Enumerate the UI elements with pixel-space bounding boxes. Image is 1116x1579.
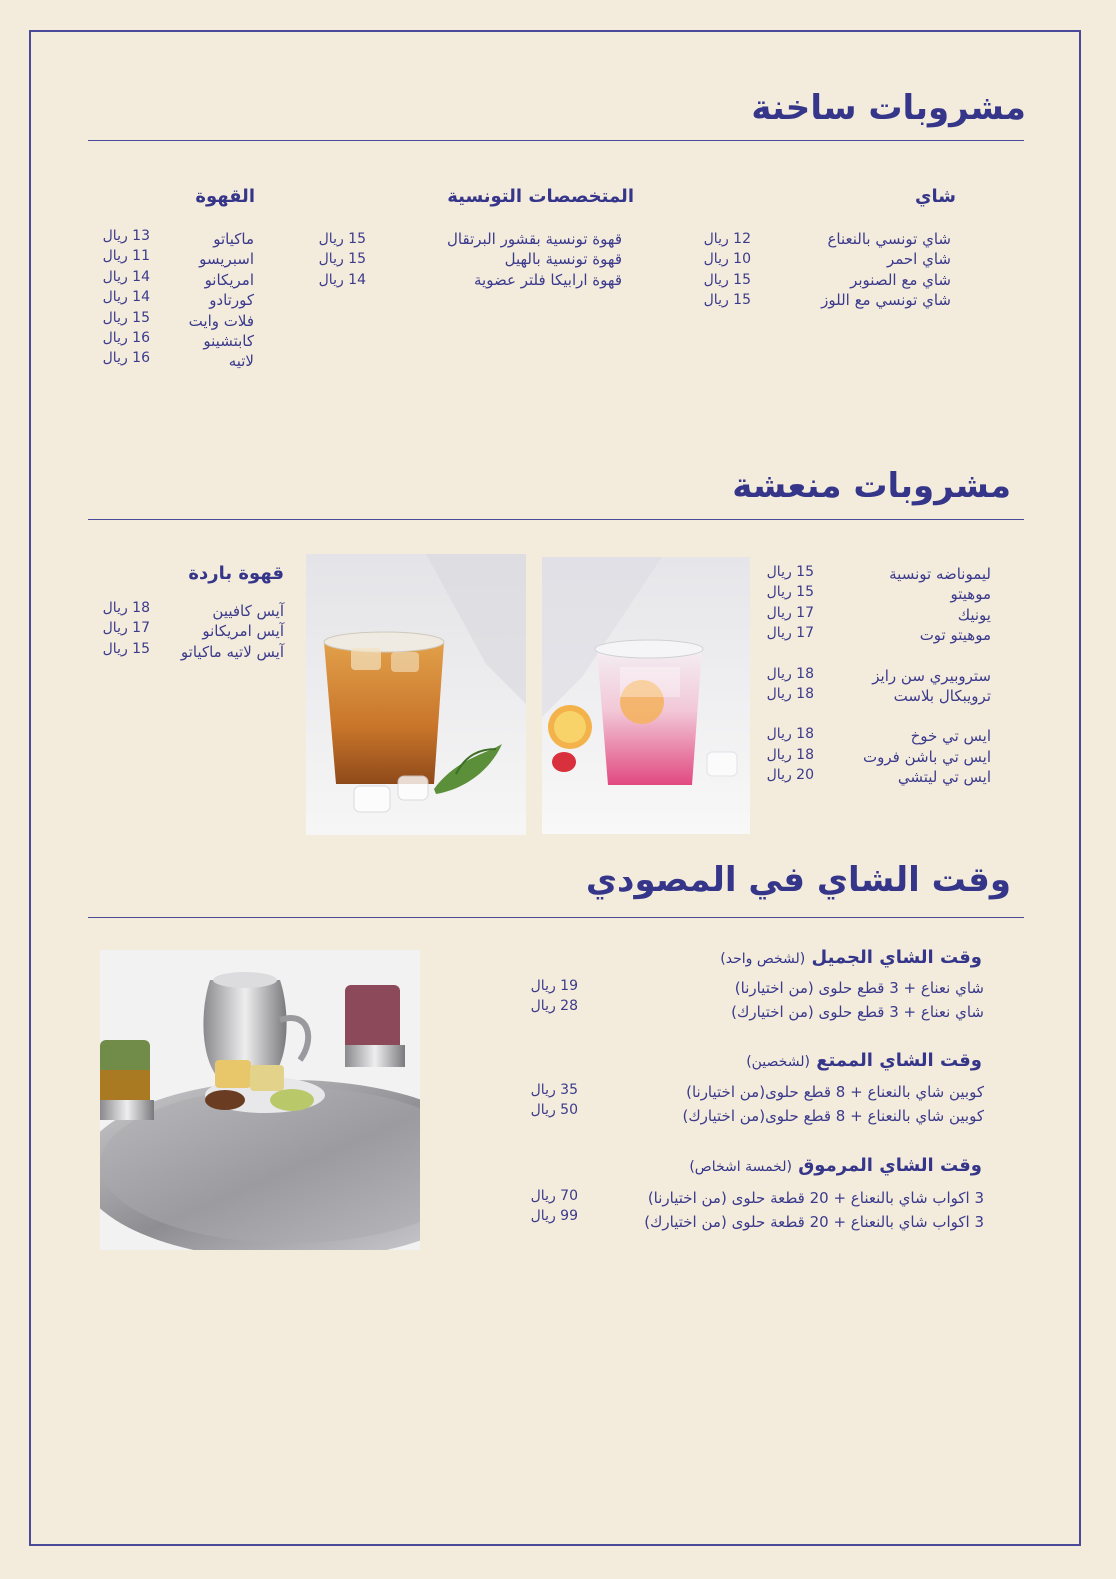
refreshing-item-names	[863, 564, 991, 788]
menu-item-name: ليموناضه تونسية	[889, 565, 991, 583]
menu-item-name: ايس تي ليتشي	[897, 768, 991, 787]
hot-drinks-rule	[88, 140, 1024, 141]
package-subtitle: (لشخصين)	[746, 1054, 810, 1070]
package-2-item-names	[682, 1082, 984, 1130]
menu-item-name: كابتشينو	[203, 331, 254, 350]
menu-item-price: 18 ريال	[766, 726, 814, 743]
package-3-item-prices	[531, 1186, 578, 1227]
menu-item-name: 3 اكواب شاي بالنعناع + 20 قطعة حلوى (من اختيارنا)	[647, 1189, 984, 1207]
menu-item-price: 16 ريال	[102, 329, 150, 346]
menu-item-price: 16 ريال	[102, 350, 150, 367]
iced-coffee-item-names	[181, 601, 284, 662]
menu-item-name: آيس امريكانو	[202, 622, 284, 641]
tea-category-title: شاي	[915, 186, 956, 207]
menu-item-name: ترويبكال بلاست	[893, 686, 991, 705]
tea-time-rule	[88, 917, 1024, 918]
tea-time-title: وقت الشاي في المصودي	[585, 860, 1011, 900]
menu-item-name: اسبريسو	[199, 250, 254, 269]
menu-item-price: 14 ريال	[102, 268, 150, 285]
menu-item-name: شاي احمر	[886, 250, 951, 269]
tea-set-photo	[100, 950, 420, 1250]
menu-item-price: 15 ريال	[703, 271, 751, 288]
package-2-title	[746, 1050, 982, 1071]
menu-item-price: 14 ريال	[318, 271, 366, 288]
menu-item-name: كورتادو	[209, 291, 254, 310]
menu-item-name: آيس كافيين	[212, 602, 284, 620]
menu-item-price: 50 ريال	[530, 1102, 578, 1119]
hot-drinks-title: مشروبات ساخنة	[751, 88, 1026, 128]
menu-item-price: 18 ريال	[102, 600, 150, 616]
menu-item-name: قهوة تونسية بالهيل	[504, 250, 622, 269]
package-title: وقت الشاي المرموق	[798, 1155, 982, 1176]
menu-item-name: فلات وايت	[188, 311, 254, 330]
menu-item-price: 15 ريال	[703, 292, 751, 309]
strawberry-mojito-photo	[542, 557, 750, 834]
menu-item-price: 99 ريال	[530, 1208, 578, 1225]
menu-item-price: 20 ريال	[766, 767, 814, 784]
menu-item-price: 15 ريال	[318, 231, 366, 247]
menu-item-price: 19 ريال	[530, 978, 578, 994]
menu-item-name: كوبين شاي بالنعناع + 8 قطع حلوى(من اختيارنا)	[686, 1083, 984, 1101]
package-subtitle: (لشخص واحد)	[720, 951, 806, 967]
menu-item-price: 17 ريال	[766, 604, 814, 621]
package-2-item-prices	[531, 1080, 578, 1121]
tunisian-item-prices	[319, 229, 366, 290]
menu-item-price: 13 ريال	[102, 228, 150, 244]
menu-item-price: 15 ريال	[102, 309, 150, 326]
menu-item-price: 15 ريال	[766, 584, 814, 601]
package-title: وقت الشاي الممتع	[816, 1050, 982, 1071]
tea-item-prices	[704, 229, 751, 311]
iced-tea-photo	[306, 554, 526, 835]
package-3-item-names	[644, 1188, 984, 1236]
refreshing-drinks-rule	[88, 519, 1024, 520]
menu-item-price: 70 ريال	[530, 1188, 578, 1204]
tunisian-category-title: المتخصصات التونسية	[447, 186, 634, 207]
package-title: وقت الشاي الجميل	[811, 947, 982, 968]
package-1-title	[720, 947, 982, 968]
menu-item-price: 10 ريال	[703, 251, 751, 268]
menu-item-price: 12 ريال	[703, 231, 751, 247]
menu-item-price: 18 ريال	[766, 746, 814, 763]
menu-item-name: ايس تي باشن فروت	[863, 747, 991, 766]
package-3-title	[689, 1155, 982, 1176]
menu-item-price: 35 ريال	[530, 1082, 578, 1098]
package-1-item-prices	[531, 976, 578, 1017]
tea-item-names	[821, 229, 951, 311]
menu-item-price: 17 ريال	[102, 620, 150, 637]
menu-item-price: 17 ريال	[766, 625, 814, 642]
menu-item-name: كوبين شاي بالنعناع + 8 قطع حلوى(من اختيارك)	[682, 1107, 984, 1125]
coffee-item-names	[189, 229, 254, 372]
menu-item-name: ماكياتو	[213, 230, 254, 248]
menu-item-price: 15 ريال	[102, 640, 150, 657]
menu-item-name: ستروبيري سن رايز	[872, 666, 991, 685]
refreshing-item-prices	[767, 562, 814, 786]
tunisian-item-names	[447, 229, 622, 290]
menu-item-price: 11 ريال	[102, 248, 150, 265]
menu-item-name: شاي نعناع + 3 قطع حلوى (من اختيارك)	[731, 1003, 984, 1021]
menu-item-name: آيس لاتيه ماكياتو	[180, 642, 284, 661]
package-subtitle: (لخمسة اشخاص)	[689, 1159, 792, 1175]
menu-item-name: امريكانو	[204, 270, 254, 289]
coffee-item-prices	[103, 226, 150, 369]
menu-item-name: يونيك	[957, 605, 991, 624]
menu-item-name: شاي تونسي بالنعناع	[827, 230, 951, 248]
menu-item-price: 18 ريال	[766, 685, 814, 702]
menu-item-name: قهوة ارابيكا فلتر عضوية	[474, 270, 622, 289]
menu-item-name: ايس تي خوخ	[910, 727, 991, 746]
menu-item-name: شاي تونسي مع اللوز	[821, 291, 951, 310]
menu-item-name: 3 اكواب شاي بالنعناع + 20 قطعة حلوى (من اختيارك)	[644, 1213, 984, 1231]
menu-item-price: 28 ريال	[530, 998, 578, 1015]
refreshing-drinks-title: مشروبات منعشة	[732, 466, 1011, 506]
iced-coffee-item-prices	[103, 598, 150, 659]
package-1-item-names	[731, 978, 984, 1026]
menu-item-name: موهيتو توت	[919, 626, 991, 645]
menu-item-price: 15 ريال	[766, 564, 814, 580]
menu-item-price: 18 ريال	[766, 665, 814, 682]
menu-item-name: شاي نعناع + 3 قطع حلوى (من اختيارنا)	[734, 979, 984, 997]
menu-item-name: موهيتو	[950, 585, 991, 604]
coffee-category-title: القهوة	[195, 186, 255, 207]
menu-item-price: 15 ريال	[318, 251, 366, 268]
menu-item-price: 14 ريال	[102, 289, 150, 306]
menu-item-name: قهوة تونسية بقشور البرتقال	[447, 230, 622, 248]
menu-item-name: شاي مع الصنوبر	[850, 270, 951, 289]
iced-coffee-category-title: قهوة باردة	[188, 563, 284, 584]
menu-item-name: لاتيه	[228, 352, 254, 371]
